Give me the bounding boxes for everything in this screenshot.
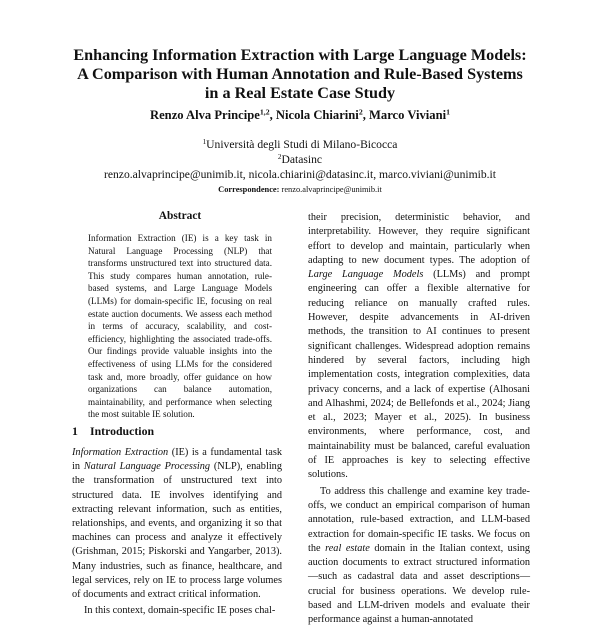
title-line: Enhancing Information Extraction with Large Language Models: [73,46,527,64]
text-run: their precision, deterministic behavior, and interpretability. However, they require significant effort to develop and maintain, particularly when adapting to new document types. The adoption of [308,212,530,266]
author-separator: , [362,108,370,122]
emphasized-term: Natural Language Processing [83,461,211,473]
affiliation-text: Università degli Studi di Milano-Bicocca [206,138,398,151]
text-run: (NLP), enabling the transformation of unstructured text into structured data. IE involves identifying and extracting relevant information, such as entities, relationships, and events, and organizing it so that machines can process and analyze it effectively (Grishman, 2015; Piskorski and Yangarber, 2013). Many industries, such as finance, healthcare, and legal services, rely on IE to process large volumes of documents and extract critical information. [72,461,282,601]
abstract-text: Information Extraction (IE) is a key task in Natural Language Processing (NLP) that transforms unstructured text into structured data. This study compares human annotation, rule-based systems, and Large Language Models (LLMs) for domain-specific IE, focusing on real estate auction documents. We assess each method in terms of accuracy, scalability, and cost-efficiency, highlighting the associated trade-offs. Our findings provide valuable insights into the effectiveness of using LLMs for the considered task and, more broadly, offer guidance on how organizations can balance automation, maintainability, and performance when selecting the most suitable IE solution. [88,233,272,420]
text-run: To address this challenge and examine key trade-offs, we conduct an empirical comparison of human annotation, rule-based extraction, and LLM-based extraction for domain-specific IE tasks. We focus on the [308,485,530,554]
author-list [60,108,540,123]
emphasized-term: Large Language Models [308,269,424,281]
author-affiliation-mark: 1 [446,107,450,117]
right-column-text [308,211,530,628]
text-run: domain in the Italian context, using auction documents to extract structured information—such as cadastral data and asset descriptions—crucial for business operations. We develop rule-based and LLM-driven models and evaluate their performance against a human-annotated [308,542,530,626]
affiliation [60,153,540,167]
section-title: Introduction [90,424,155,438]
author-name: Nicola Chiarini [275,108,359,122]
author-name: Renzo Alva Principe [150,108,260,122]
text-run: (LLMs) and prompt engineering can offer a flexible alternative for reducing reliance on manually crafted rules. However, despite advancements in AI-driven methods, the transition to AI continues to present significant challenges. Widespread adoption remains hindered by several factors, including high implementation costs, integration complexities, data privacy concerns, and a lack of expertise (Alhosani and Alhashmi, 2024; de Bellefonds et al., 2024; Jiang et al., 2023; Mayer et al., 2025). In business environments, where performance, cost, and maintainability must be balanced, careful evaluation of IE approaches is key to selecting effective solutions. [308,269,530,481]
paper-title [60,46,540,103]
emphasized-term: real estate [325,542,370,554]
correspondence-label: Correspondence: [218,185,280,194]
affiliation-mark: 2 [277,153,282,162]
text-run: (IE) is a fundamental task in [72,447,282,473]
title-line: A Comparison with Human Annotation and Rule-Based Systems [77,65,523,83]
correspondence-email: renzo.alvaprincipe@unimib.it [281,185,382,194]
paragraph: In this context, domain-specific IE poses chal- [84,605,276,617]
author-affiliation-mark: 1,2 [259,107,270,117]
abstract-heading: Abstract [158,210,202,222]
affiliation-mark: 1 [202,138,207,147]
author-separator: , [269,108,276,122]
paragraph [72,446,282,602]
paragraph [308,485,530,628]
author-affiliation-mark: 2 [358,107,363,117]
affiliation [60,138,540,152]
author-name: Marco Viviani [369,108,447,122]
correspondence-line [60,185,540,194]
introduction-text [72,446,282,618]
affiliation-text: Datasinc [281,153,323,166]
emphasized-term: Information Extraction [72,447,169,458]
section-number: 1 [72,424,78,438]
author-emails: renzo.alvaprincipe@unimib.it, nicola.chiarini@datasinc.it, marco.viviani@unimib.it [104,168,496,181]
paragraph [308,211,530,483]
section-heading [72,424,282,439]
title-line: in a Real Estate Case Study [204,84,396,102]
